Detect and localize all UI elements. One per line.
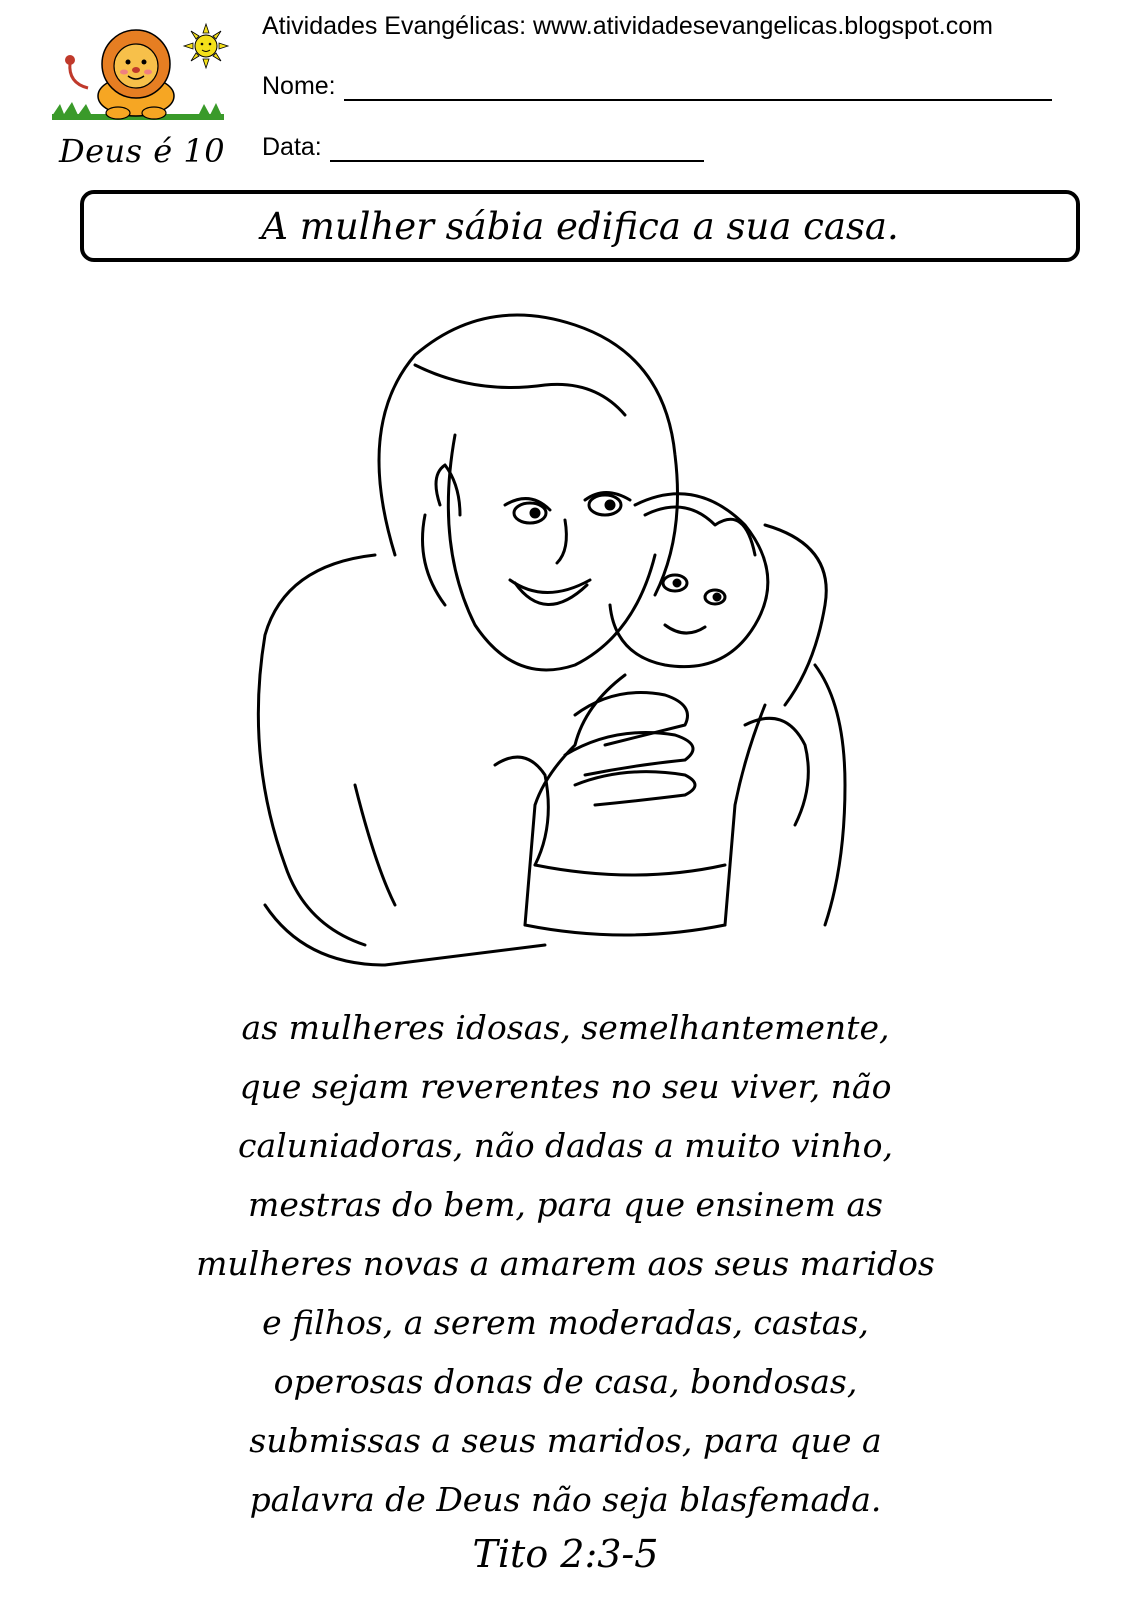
- verse-line-7: operosas donas de casa, bondosas,: [273, 1362, 858, 1401]
- verse-line-8: submissas a seus maridos, para que a: [249, 1421, 882, 1460]
- logo-caption: Deus é 10: [58, 132, 226, 170]
- date-field: [262, 133, 704, 162]
- page-title: A mulher sábia edifica a sua casa.: [261, 204, 899, 248]
- verse-line-6: e filhos, a serem moderadas, castas,: [262, 1303, 869, 1342]
- name-field: [262, 72, 1052, 101]
- verse-line-9: palavra de Deus não seja blasfemada.: [249, 1480, 882, 1519]
- verse-line-3: caluniadoras, não dadas a muito vinho,: [237, 1126, 894, 1165]
- name-input-line[interactable]: [344, 75, 1052, 101]
- verse-line-1: as mulheres idosas, semelhantemente,: [241, 1008, 890, 1047]
- bible-reference: Tito 2:3-5: [472, 1532, 659, 1576]
- date-input-line[interactable]: [330, 136, 704, 162]
- date-label: Data:: [262, 133, 322, 161]
- lion-logo: [48, 18, 233, 170]
- mother-child-illustration: [245, 305, 885, 985]
- verse-line-2: que sejam reverentes no seu viver, não: [239, 1067, 892, 1106]
- title-box: [80, 190, 1080, 262]
- verse-text: [100, 998, 1031, 1529]
- verse-line-4: mestras do bem, para que ensinem as: [248, 1185, 883, 1224]
- lion-icon: [48, 18, 233, 128]
- name-label: Nome:: [262, 72, 336, 100]
- verse-line-5: mulheres novas a amarem aos seus maridos: [196, 1244, 935, 1283]
- site-url-text: Atividades Evangélicas: www.atividadesevangelicas.blogspot.com: [262, 12, 993, 40]
